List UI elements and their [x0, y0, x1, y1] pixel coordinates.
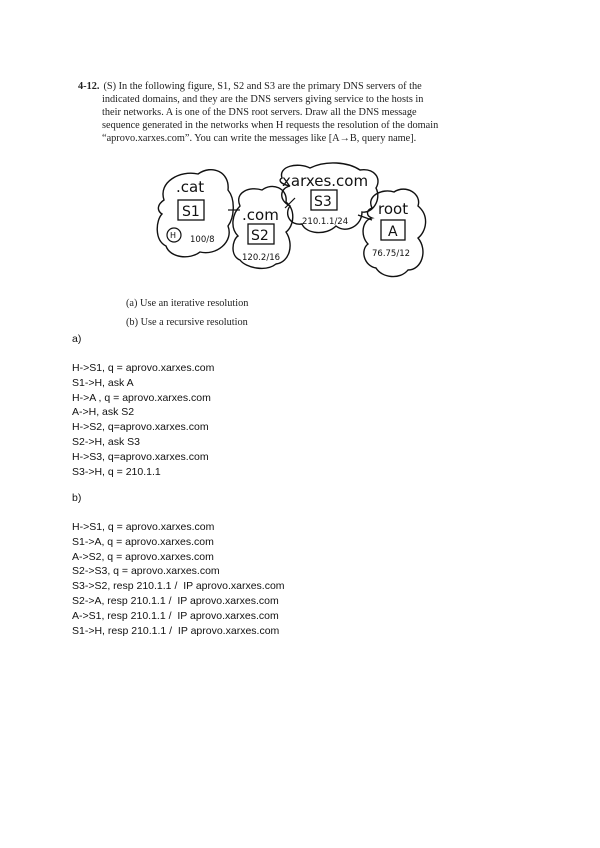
answer-a-line: H->A , q = aprovo.xarxes.com — [72, 391, 211, 404]
problem-line: their networks. A is one of the DNS root servers. Draw all the DNS message — [102, 107, 417, 118]
answer-b-list — [72, 520, 285, 638]
answer-a-list — [72, 361, 214, 479]
answer-b-label: b) — [72, 492, 82, 504]
answer-a-line: H->S2, q=aprovo.xarxes.com — [72, 421, 209, 434]
domain-label-root: root — [378, 200, 409, 218]
answer-b-line: A->S1, resp 210.1.1 / IP aprovo.xarxes.com — [72, 609, 279, 622]
answer-a-line: A->H, ask S2 — [72, 406, 135, 419]
domain-label-xarxes: xarxes.com — [282, 172, 369, 190]
answer-a-line: H->S3, q=aprovo.xarxes.com — [72, 450, 209, 463]
address-label-xarxes: 210.1.1/24 — [302, 217, 349, 227]
domain-label-com: .com — [242, 206, 279, 224]
answer-b-line: S2->A, resp 210.1.1 / IP aprovo.xarxes.com — [72, 594, 279, 607]
server-label-s3: S3 — [314, 194, 332, 210]
answer-a-label: a) — [72, 333, 82, 345]
problem-number: 4-12. — [78, 81, 100, 92]
answer-b-line: S2->S3, q = aprovo.xarxes.com — [72, 565, 220, 578]
problem-line: “aprovo.xarxes.com”. You can write the messages like [A→B, query name]. — [102, 133, 417, 144]
address-label-cat: 100/8 — [190, 235, 215, 245]
problem-line — [78, 80, 506, 93]
answer-b-line: A->S2, q = aprovo.xarxes.com — [72, 550, 214, 563]
answer-b-line: S1->H, resp 210.1.1 / IP aprovo.xarxes.com — [72, 624, 280, 637]
answer-b-line: S1->A, q = aprovo.xarxes.com — [72, 535, 214, 548]
subquestion-b: (b) Use a recursive resolution — [126, 317, 248, 328]
server-label-a: A — [388, 224, 398, 240]
problem-line: indicated domains, and they are the DNS servers giving service to the hosts in — [102, 94, 424, 105]
answer-b-line: H->S1, q = aprovo.xarxes.com — [72, 521, 215, 533]
problem-statement — [78, 80, 506, 145]
address-label-root: 76.75/12 — [372, 249, 411, 259]
domain-label-cat: .cat — [176, 178, 205, 196]
host-label-h: H — [170, 231, 177, 240]
answer-a-line: S2->H, ask S3 — [72, 435, 140, 448]
dns-network-diagram — [150, 160, 440, 285]
answer-a-line: S3->H, q = 210.1.1 — [72, 465, 161, 478]
server-label-s2: S2 — [251, 228, 269, 244]
subquestion-list — [126, 294, 248, 332]
server-label-s1: S1 — [182, 204, 200, 220]
answer-b-line: S3->S2, resp 210.1.1 / IP aprovo.xarxes.com — [72, 580, 285, 593]
answer-a-line: S1->H, ask A — [72, 376, 134, 389]
address-label-com: 120.2/16 — [242, 253, 281, 263]
problem-line: sequence generated in the networks when H requests the resolution of the domain — [102, 120, 439, 131]
answer-a-line: H->S1, q = aprovo.xarxes.com — [72, 362, 215, 374]
problem-text: (S) In the following figure, S1, S2 and S3 are the primary DNS servers of the — [103, 81, 422, 92]
subquestion-a: (a) Use an iterative resolution — [126, 298, 249, 309]
